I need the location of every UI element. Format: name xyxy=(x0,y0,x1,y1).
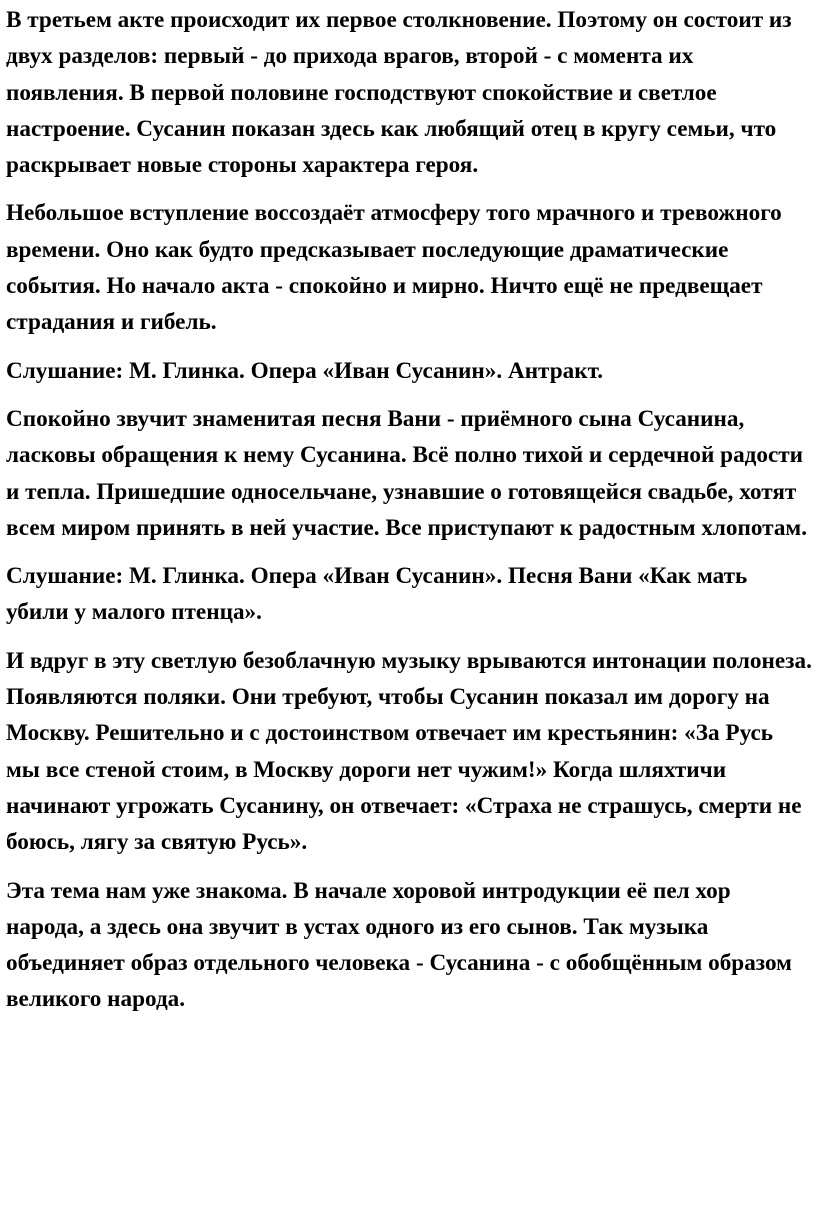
paragraph-listening-entracte: Слушание: М. Глинка. Опера «Иван Сусанин». Антракт. xyxy=(6,357,604,384)
paragraph-listening-vanya-song: Слушание: М. Глинка. Опера «Иван Сусанин». Песня Вани «Как мать убили у малого птенца». xyxy=(6,563,748,626)
document-page xyxy=(6,2,812,1030)
paragraph-introduction-mood: Небольшое вступление воссоздаёт атмосферу того мрачного и тревожного времени. Оно как будто предсказывает последующие драматические события. Но начало акта - спокойно и мирно. Ничто ещё не предвещает страдания и гибель. xyxy=(6,200,782,336)
paragraph-polonaise-poles: И вдруг в эту светлую безоблачную музыку врываются интонации полонеза. Появляются поляки. Они требуют, чтобы Сусанин показал им дорогу на Москву. Решительно и с достоинством отвечает им крестьянин: «За Русь мы все стеной стоим, в Москву дороги нет чужим!» Когда шляхтичи начинают угрожать Сусанину, он отвечает: «Страха не страшусь, смерти не боюсь, лягу за святую Русь». xyxy=(6,647,812,856)
paragraph-act-three-intro: В третьем акте происходит их первое столкновение. Поэтому он состоит из двух разделов: первый - до прихода врагов, второй - с момента их появления. В первой половине господствуют спокойствие и светлое настроение. Сусанин показан здесь как любящий отец в кругу семьи, что раскрывает новые стороны характера героя. xyxy=(6,7,792,179)
paragraph-vanya-song: Спокойно звучит знаменитая песня Вани - приёмного сына Сусанина, ласковы обращения к нему Сусанина. Всё полно тихой и сердечной радости и тепла. Пришедшие односельчане, узнавшие о готовящейся свадьбе, хотят всем миром принять в ней участие. Все приступают к радостным хлопотам. xyxy=(6,405,808,541)
paragraph-theme-unity: Эта тема нам уже знакома. В начале хоровой интродукции её пел хор народа, а здесь она звучит в устах одного из его сынов. Так музыка объединяет образ отдельного человека - Сусанина - с обобщённым образом великого народа. xyxy=(6,877,792,1013)
